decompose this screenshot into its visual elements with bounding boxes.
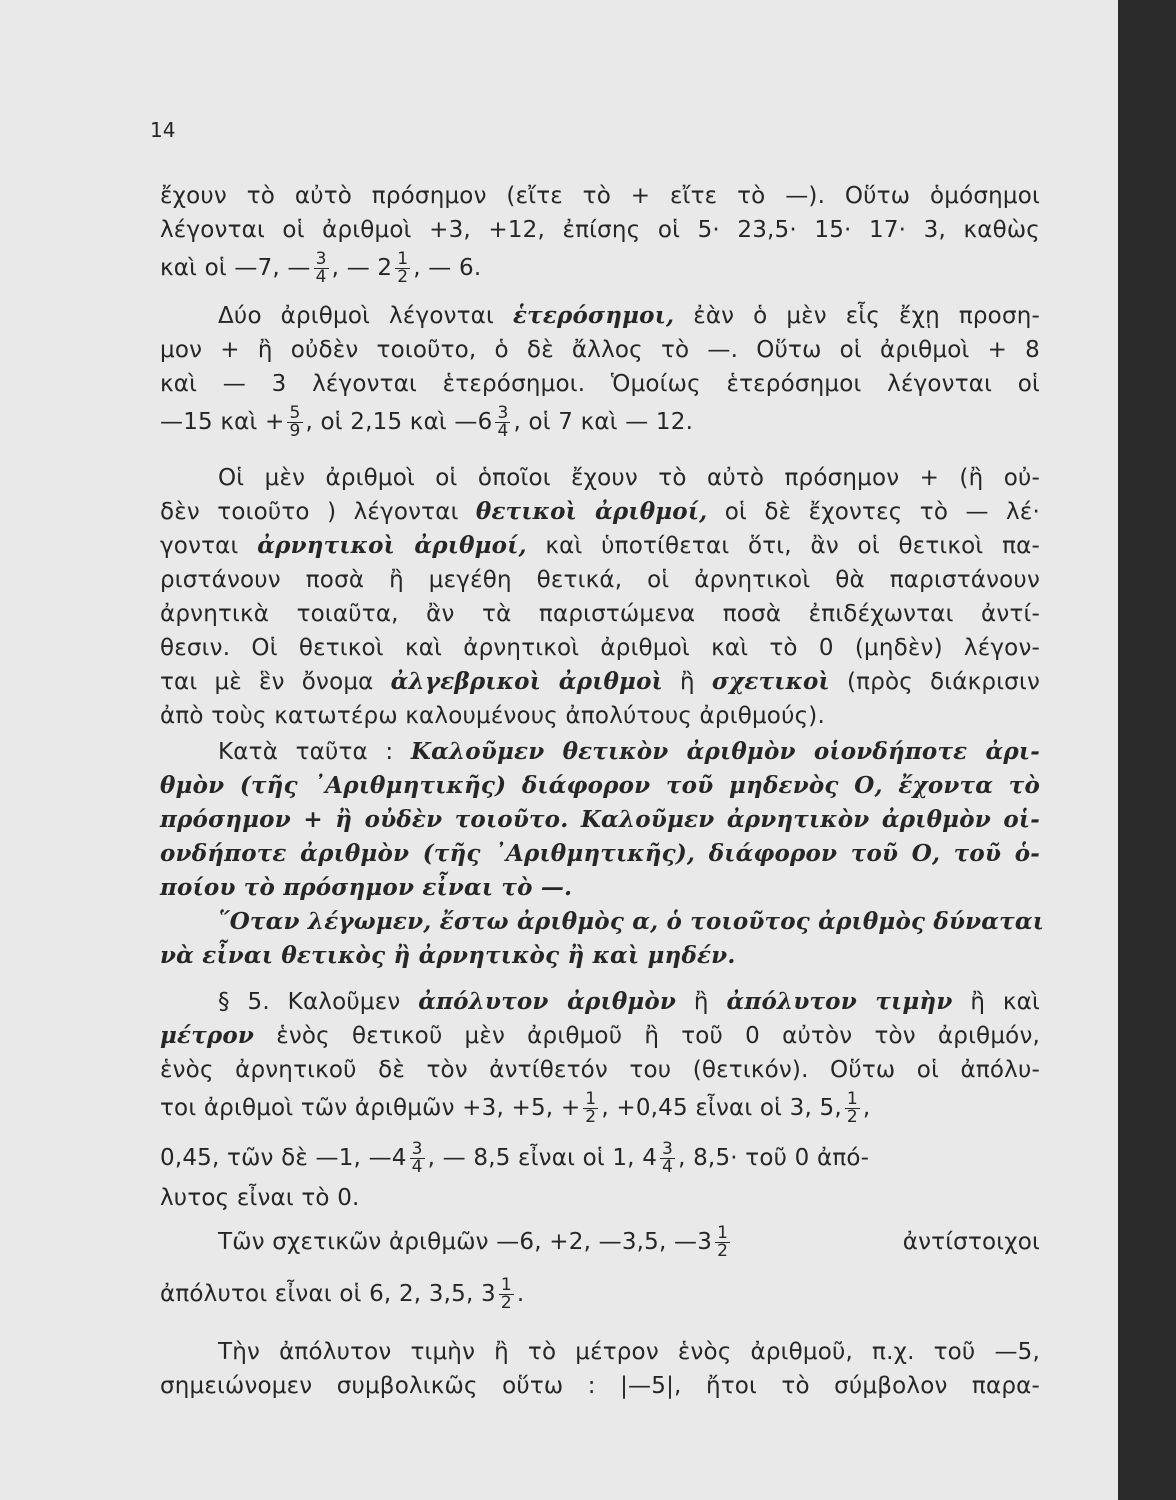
text-line: θεσιν. Οἱ θετικοὶ καὶ ἀρνητικοὶ ἀριθμοὶ καὶ τὸ 0 (μηδὲν) λέγον- (160, 635, 1040, 661)
fraction: $\frac{5}{9}$ (289, 403, 301, 441)
text-line: ῞Οταν λέγωμεν, ἔστω ἀριθμὸς α, ὁ τοιοῦτος ἀριθμὸς δύναται (218, 908, 1045, 935)
fraction: $\frac{1}{2}$ (397, 249, 409, 287)
text-line: πρόσημον + ἢ οὐδὲν τοιοῦτο. Καλοῦμεν ἀρνητικὸν ἀριθμὸν οἱ- (160, 806, 1040, 833)
text-line: μέτρον ἑνὸς θετικοῦ μὲν ἀριθμοῦ ἢ τοῦ 0 αὐτὸν τὸν ἀριθμόν, (160, 1022, 1040, 1049)
text-line: ἑνὸς ἀρνητικοῦ δὲ τὸν ἀντίθετόν του (θετικόν). Οὕτω οἱ ἀπόλυ- (160, 1057, 1040, 1083)
text-line: λέγονται οἱ ἀριθμοὶ +3, +12, ἐπίσης οἱ 5· 23,5· 15· 17· 3, καθὼς (160, 217, 1040, 243)
fraction: $\frac{3}{4}$ (411, 1139, 423, 1177)
text-line: νὰ εἶναι θετικὸς ἢ ἀρνητικὸς ἢ καὶ μηδέν. (160, 942, 736, 969)
text-line: τοι ἀριθμοὶ τῶν ἀριθμῶν +3, +5, + $\frac{1}{2}$ , +0,45 εἶναι οἱ 3, 5, $\frac{1}{2}$ , (160, 1089, 871, 1127)
page-number: 14 (150, 118, 176, 142)
text-line: σημειώνομεν συμβολικῶς οὕτω : |—5|, ἤτοι τὸ σύμβολον παρα- (160, 1373, 1040, 1399)
fraction: $\frac{1}{2}$ (500, 1275, 512, 1313)
fraction: $\frac{1}{2}$ (585, 1089, 597, 1127)
text-line: γονται ἀρνητικοὶ ἀριθμοί, καὶ ὑποτίθεται ὅτι, ἂν οἱ θετικοὶ πα- (160, 532, 1040, 559)
text-line: λυτος εἶναι τὸ 0. (160, 1185, 360, 1211)
text-line: καὶ οἱ —7, — $\frac{3}{4}$ , — 2 $\frac{1}{2}$ , — 6. (160, 249, 482, 287)
text-line: ἔχουν τὸ αὐτὸ πρόσημον (εἴτε τὸ + εἴτε τὸ —). Οὕτω ὁμόσημοι (160, 183, 1040, 209)
text-line: Τῶν σχετικῶν ἀριθμῶν —6, +2, —3,5, —3 $\frac{1}{2}$ ἀντίστοιχοι (218, 1223, 1040, 1261)
text-line: ἀρνητικὰ τοιαῦτα, ἂν τὰ παριστώμενα ποσὰ ἐπιδέχωνται ἀντί- (160, 601, 1040, 627)
text-line: ποίου τὸ πρόσημον εἶναι τὸ —. (160, 874, 573, 901)
fraction: $\frac{3}{4}$ (497, 403, 509, 441)
text-line: ται μὲ ἓν ὄνομα ἀλγεβρικοὶ ἀριθμοὶ ἢ σχετικοὶ (πρὸς διάκρισιν (160, 668, 1040, 695)
text-line: ονδήποτε ἀριθμὸν (τῆς ᾿Αριθμητικῆς), διάφορον τοῦ Ο, τοῦ ὁ- (160, 840, 1040, 867)
text-line: —15 καὶ + $\frac{5}{9}$ , οἱ 2,15 καὶ —6 $\frac{3}{4}$ , οἱ 7 καὶ — 12. (160, 403, 694, 441)
text-line: καὶ — 3 λέγονται ἑτερόσημοι. Ὁμοίως ἑτερόσημοι λέγονται οἱ (160, 371, 1040, 397)
text-line: Δύο ἀριθμοὶ λέγονται ἑτερόσημοι, ἐὰν ὁ μὲν εἷς ἔχῃ προση- (218, 302, 1041, 329)
text-line: 0,45, τῶν δὲ —1, —4 $\frac{3}{4}$ , — 8,5 εἶναι οἱ 1, 4 $\frac{3}{4}$ , 8,5· τοῦ 0 ἀπό- (160, 1139, 870, 1177)
text-line: § 5. Καλοῦμεν ἀπόλυτον ἀριθμὸν ἢ ἀπόλυτον τιμὴν ἢ καὶ (218, 988, 1041, 1015)
fraction: $\frac{1}{2}$ (846, 1089, 858, 1127)
text-line: ἀπὸ τοὺς κατωτέρω καλουμένους ἀπολύτους ἀριθμούς). (160, 703, 825, 729)
text-line: ριστάνουν ποσὰ ἢ μεγέθη θετικά, οἱ ἀρνητικοὶ θὰ παριστάνουν (160, 567, 1040, 593)
fraction: $\frac{3}{4}$ (662, 1139, 674, 1177)
text-line: θμὸν (τῆς ᾿Αριθμητικῆς) διάφορον τοῦ μηδενὸς Ο, ἔχοντα τὸ (160, 772, 1040, 799)
text-line: Οἱ μὲν ἀριθμοὶ οἱ ὁποῖοι ἔχουν τὸ αὐτὸ πρόσημον + (ἢ οὐ- (218, 465, 1040, 491)
text-line: Κατὰ ταῦτα : Καλοῦμεν θετικὸν ἀριθμὸν οἱονδήποτε ἀρι- (218, 738, 1040, 765)
text-line: Τὴν ἀπόλυτον τιμὴν ἢ τὸ μέτρον ἑνὸς ἀριθμοῦ, π.χ. τοῦ —5, (218, 1339, 1040, 1365)
text-line: ἀπόλυτοι εἶναι οἱ 6, 2, 3,5, 3 $\frac{1}{2}$ . (160, 1275, 525, 1313)
fraction: $\frac{3}{4}$ (315, 249, 327, 287)
text-line: δὲν τοιοῦτο ) λέγονται θετικοὶ ἀριθμοί, οἱ δὲ ἔχοντες τὸ — λέ· (160, 498, 1040, 525)
fraction: $\frac{1}{2}$ (717, 1223, 729, 1261)
text-line: μον + ἢ οὐδὲν τοιοῦτο, ὁ δὲ ἄλλος τὸ —. Οὕτω οἱ ἀριθμοὶ + 8 (160, 337, 1040, 363)
